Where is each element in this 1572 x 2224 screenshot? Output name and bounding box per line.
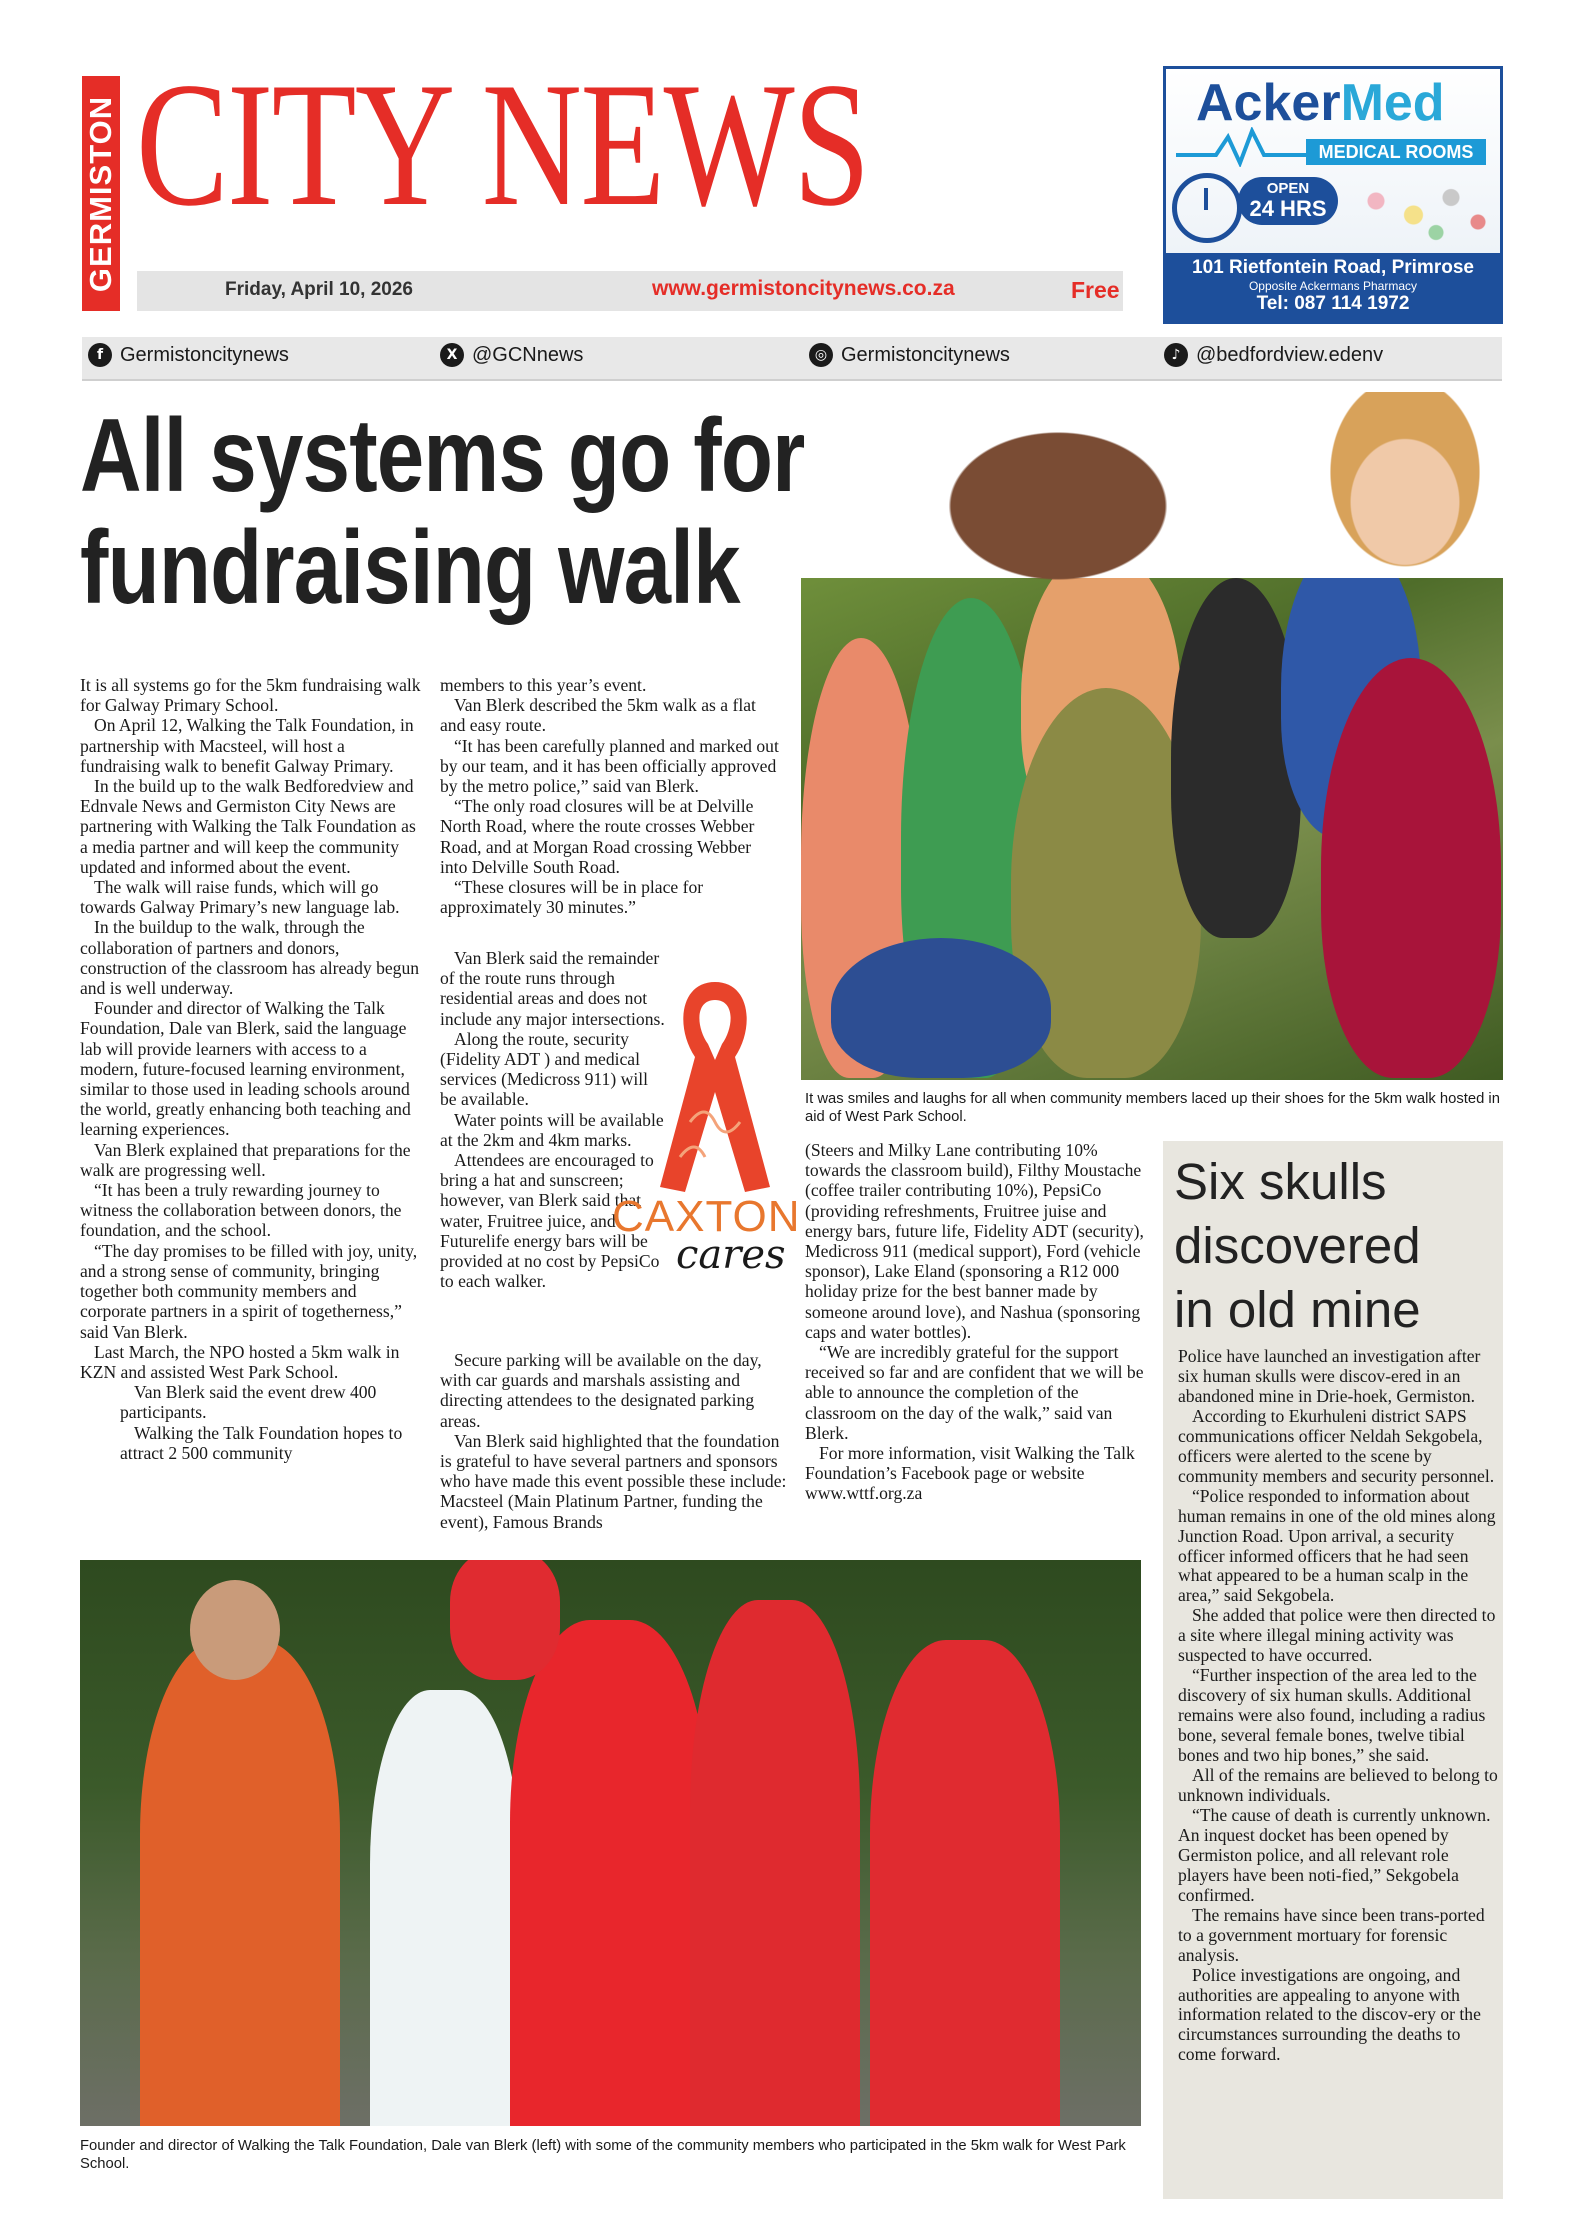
- heartbeat-icon: [1176, 127, 1316, 167]
- ad-top-panel: [1166, 69, 1500, 253]
- story-column-2-top: members to this year’s event. Van Blerk described the 5km walk as a flat and easy route. “It has been carefully planned and marked out by our team, and it has been officially approved by the metro police,” said van Blerk. “The only road closures will be at Delville North Road, where the route crosses Webber Road, and at Morgan Road crossing Webber into Delville South Road. “These closures will be in place for approximately 30 minutes.”: [440, 675, 779, 918]
- kids-photo-girl: [1310, 392, 1500, 592]
- ad-contact-panel: [1166, 253, 1500, 321]
- ad-subtitle: MEDICAL ROOMS: [1306, 139, 1486, 165]
- ackermed-ad[interactable]: [1163, 66, 1503, 324]
- main-headline: All systems go for fundraising walk: [80, 398, 805, 626]
- ad-address: 101 Rietfontein Road, Primrose: [1192, 257, 1474, 278]
- tiktok-icon: ♪: [1164, 343, 1188, 367]
- x-icon: X: [440, 343, 464, 367]
- masthead-title: CITY NEWS: [136, 45, 869, 243]
- clock-icon: [1172, 173, 1242, 243]
- open-badge: OPEN 24 HRS: [1238, 177, 1338, 225]
- story-column-2-bottom: Secure parking will be available on the day, with car guards and marshals assisting and directing attendees to the designated parking areas. Van Blerk said highlighted that the foundation is grateful to have several partners and sponsors who have made this event possible these include: Macsteel (Main Platinum Partner, funding the event), Famous Brands: [440, 1350, 787, 1532]
- caxton-wordmark: CAXTON: [612, 1192, 801, 1241]
- sidebar-body: Police have launched an investigation after six human skulls were discov-ered in an abandoned mine in Drie-hoek, Germiston. According to Ekurhuleni district SAPS communications officer Neldah Sekgobela, officers were alerted to the scene by community members and security personnel. “Police responded to information about human remains in one of the old mines along Junction Road. Upon arrival, a security officer informed officers that he had seen what appeared to be a human scalp in the area,” said Sekgobela. She added that police were then directed to a site where illegal mining activity was suspected to have occurred. “Further inspection of the area led to the discovery of six human skulls. Additional remains were also found, including a radius bone, several female bones, twelve tibial bones and two hip bones,” she said. All of the remains are believed to belong to unknown individuals. “The cause of death is currently unknown. An inquest docket has been opened by Germiston police, and all relevant role players have been noti-fied,” Sekgobela confirmed. The remains have since been trans-ported to a government mortuary for forensic analysis. Police investigations are ongoing, and authorities are appealing to anyone with information related to the discov-ery or the circumstances surrounding the deaths to come forward.: [1178, 1346, 1498, 2065]
- kids-photo: [801, 578, 1503, 1080]
- date-strip: [137, 271, 1123, 311]
- cares-wordmark: cares: [676, 1232, 786, 1278]
- story-column-2-mid: Van Blerk said the remainder of the route runs through residential areas and does not include any major intersections. Along the route, security (Fidelity ADT ) and medical services (Medicross 911) will be available. Water points will be available at the 2km and 4km marks. Attendees are encouraged to bring a hat and sunscreen; however, van Blerk said that water, Fruitree juice, and Futurelife energy bars will be provided at no cost by PepsiCo to each walker.: [440, 948, 665, 1292]
- story-column-1: It is all systems go for the 5km fundraising walk for Galway Primary School. On April 12, Walking the Talk Foundation, in partnership with Macsteel, will host a fundraising walk to benefit Galway Primary. In the build up to the walk Bedforedview and Ednvale News and Germiston City News are partnering with Walking the Talk Foundation as a media partner and will keep the community updated and informed about the event. The walk will raise funds, which will go towards Galway Primary’s new language lab. In the buildup to the walk, through the collaboration of partners and donors, construction of the classroom has already begun and is well underway. Founder and director of Walking the Talk Foundation, Dale van Blerk, said the language lab will provide learners with access to a modern, future-focused learning environment, similar to those used in leading schools around the world, greatly enhancing both teaching and learning experiences. Van Blerk explained that preparations for the walk are progressing well. “It has been a truly rewarding journey to witness the collaboration between donors, the foundation, and the school. “The day promises to be filled with joy, unity, and a strong sense of community, bringing together both community members and corporate partners in a spirit of togetherness,” said Van Blerk. Last March, the NPO hosted a 5km walk in KZN and assisted West Park School. Van Blerk said the event drew 400 participants. Walking the Talk Foundation hopes to attract 2 500 community: [80, 675, 421, 1463]
- kids-photo-heads: [890, 392, 1170, 582]
- ad-logo: AckerMed: [1196, 74, 1445, 132]
- masthead-location-bar: [82, 76, 120, 311]
- kids-photo-caption: It was smiles and laughs for all when community members laced up their shoes for the 5km walk hosted in aid of West Park School.: [805, 1091, 1500, 1125]
- walk-photo-caption: Founder and director of Walking the Talk Foundation, Dale van Blerk (left) with some of the community members who participated in the 5km walk for West Park School.: [80, 2138, 1126, 2172]
- social-x[interactable]: X @GCNnews: [440, 343, 583, 367]
- sidebar-headline: Six skulls discovered in old mine: [1174, 1153, 1421, 1338]
- social-strip: [82, 337, 1502, 381]
- price-label: Free: [1071, 277, 1120, 303]
- ad-landmark: Opposite Ackermans Pharmacy: [1248, 279, 1418, 293]
- website-link[interactable]: www.germistoncitynews.co.za: [652, 277, 955, 300]
- pills-image: [1346, 173, 1496, 243]
- social-instagram[interactable]: ◎ Germistoncitynews: [809, 343, 1010, 367]
- facebook-icon: f: [88, 343, 112, 367]
- ad-telephone: Tel: 087 114 1972: [1256, 293, 1410, 314]
- social-facebook[interactable]: f Germistoncitynews: [88, 343, 289, 367]
- awareness-ribbon-icon: [650, 972, 780, 1202]
- story-column-3: (Steers and Milky Lane contributing 10% towards the classroom build), Filthy Moustache (coffee trailer contributing 10%), PepsiCo (providing refreshments, Fruitree juise and energy bars, future life, Fidelity ADT (security), Medicross 911 (medical support), Ford (vehicle sponsor), Lake Eland (sponsoring a R12 000 holiday prize for the best banner made by someone around love), and Nashua (sponsoring caps and water bottles). “We are incredibly grateful for the support received so far and are confident that we will be able to announce the completion of the classroom on the day of the walk,” said van Blerk. For more information, visit Walking the Talk Foundation’s Facebook page or website www.wttf.org.za: [805, 1140, 1144, 1504]
- social-tiktok[interactable]: ♪ @bedfordview.edenv: [1164, 343, 1383, 367]
- walk-photo: [80, 1560, 1141, 2126]
- instagram-icon: ◎: [809, 343, 833, 367]
- issue-date: Friday, April 10, 2026: [225, 279, 413, 300]
- masthead-location: GERMISTON: [83, 95, 118, 292]
